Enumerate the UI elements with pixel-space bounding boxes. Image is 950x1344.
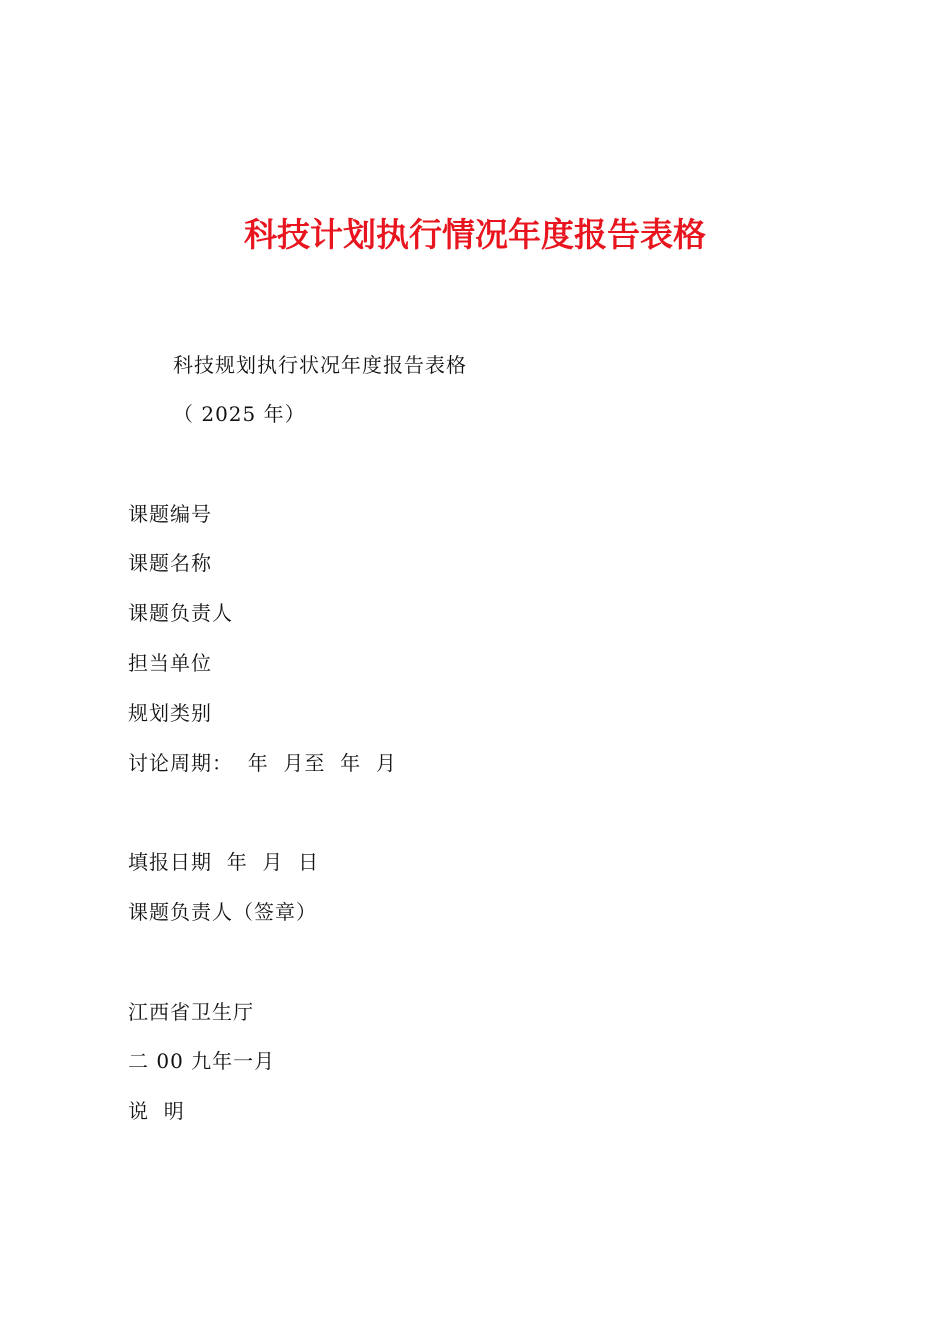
notes-heading: 说 明 bbox=[128, 1099, 185, 1123]
field-project-leader: 课题负责人 bbox=[128, 601, 233, 625]
year-line: （ 2025 年） bbox=[173, 402, 306, 426]
document-title: 科技计划执行情况年度报告表格 bbox=[244, 215, 706, 254]
field-project-number: 课题编号 bbox=[128, 502, 212, 526]
field-plan-category: 规划类别 bbox=[128, 701, 212, 725]
issuer: 江西省卫生厅 bbox=[128, 1000, 254, 1024]
issue-date: 二 00 九年一月 bbox=[128, 1049, 276, 1073]
field-responsible-unit: 担当单位 bbox=[128, 651, 212, 675]
field-research-period: 讨论周期： 年 月至 年 月 bbox=[128, 751, 397, 775]
subtitle: 科技规划执行状况年度报告表格 bbox=[173, 353, 467, 377]
field-project-name: 课题名称 bbox=[128, 551, 212, 575]
fill-date: 填报日期 年 月 日 bbox=[128, 850, 320, 874]
leader-signature: 课题负责人（签章） bbox=[128, 900, 317, 924]
